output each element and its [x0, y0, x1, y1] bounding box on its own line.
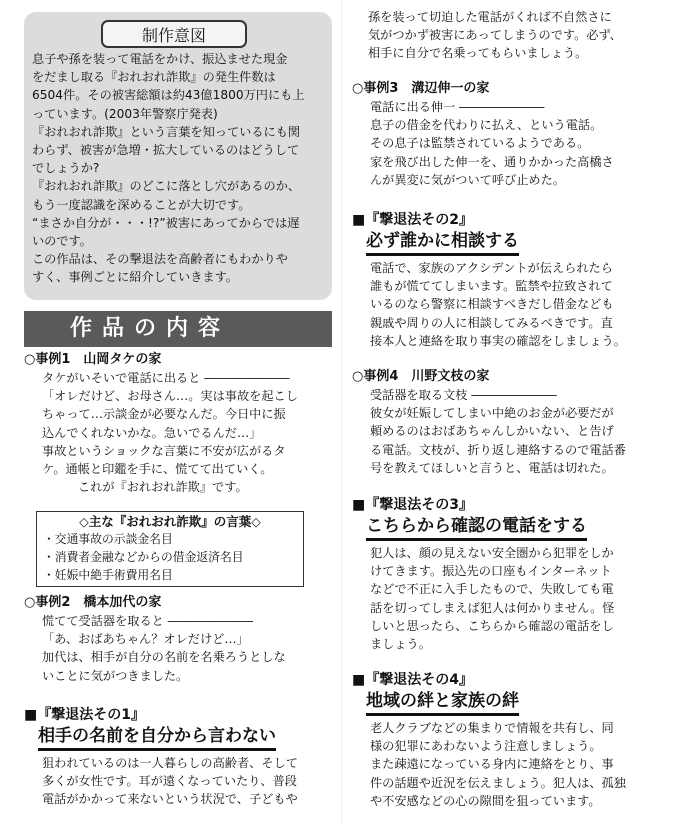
method1-line: 狙われているのは一人暮らしの高齢者、そして [42, 756, 298, 770]
method4-line: や不安感などの心の隙間を狙っています。 [370, 793, 601, 808]
intent-line: わらず、被害が急増・拡大しているのはどうして [32, 143, 300, 158]
case1-line: ケ。通帳と印鑑を手に、慌てて出ていく。 [42, 462, 273, 477]
intent-text [32, 50, 322, 287]
case1-line: 「オレだけど、お母さん…。実は事故を起こし [42, 389, 298, 404]
case3-text [352, 98, 678, 189]
intent-line: この作品は、その撃退法を高齢者にもわかりや [32, 252, 288, 267]
case2-heading: ○事例2 橋本加代の家 [24, 595, 162, 610]
scam-word-item: ・妊娠中絶手術費用名目 [43, 568, 173, 582]
case2-line: 「あ、おばあちゃん？オレだけど…」 [42, 632, 249, 647]
intent-line: 『おれおれ詐欺』という言葉を知っているにも関 [32, 124, 301, 139]
method2-line: 電話で、家族のアクシデントが伝えられたら [370, 261, 613, 275]
case3-line: 息子の借金を代わりに払え、という電話。 [370, 118, 603, 133]
case1-line: 込んでくれないかな。急いでるんだ…」 [42, 425, 262, 440]
case3-section [352, 80, 678, 189]
method3-line: 犯人は、顔の見えない安全圏から犯罪をしか [370, 546, 614, 560]
method4-subtitle: 地域の絆と家族の絆 [366, 690, 519, 716]
continued-line: 孫を装って切迫した電話がくれば不自然さに [368, 10, 612, 24]
method2-subtitle: 必ず誰かに相談する [366, 230, 519, 256]
scam-words-list [43, 530, 297, 584]
scam-words-title: ◇主な『おれおれ詐欺』の言葉◇ [79, 514, 261, 529]
method1-subtitle: 相手の名前を自分から言わない [38, 725, 276, 751]
right-top-section [368, 8, 678, 63]
method3-line: 話を切ってしまえば犯人は何かりません。怪 [370, 600, 615, 615]
case4-heading: ○事例4 川野文枝の家 [352, 369, 490, 384]
case3-line: 電話に出る伸一 ――――――― [370, 100, 545, 114]
method1-line: 電話がかかって来ないという状況で、子どもや [42, 792, 298, 807]
continued-line: 相手に自分で名乗ってもらいましょう。 [368, 46, 588, 61]
case1-line: 事故というショックな言葉に不安が広がるタ [42, 443, 286, 458]
intent-line: をだまし取る『おれおれ詐欺』の発生件数は [32, 70, 276, 85]
method4-section [352, 670, 678, 810]
method3-line: などで不正に入手したもので、失敗しても電 [370, 582, 614, 597]
method2-line: 接本人と連絡を取り事実の確認をしましょう。 [370, 333, 626, 348]
method4-line: また疎遠になっている身内に連絡をとり、事 [370, 757, 614, 772]
scam-word-item: ・消費者金融などからの借金返済名目 [43, 550, 244, 564]
method1-section [24, 705, 340, 809]
case2-line: 加代は、相手が自分の名前を名乗ろうとしな [42, 650, 286, 665]
method3-text [352, 544, 678, 653]
intent-line: 息子や孫を装って電話をかけ、振込ませた現金 [32, 52, 288, 66]
intent-line: もう一度認識を深めることが大切です。 [32, 197, 251, 212]
case4-line: 受話器を取る文枝 ――――――― [370, 388, 557, 402]
case3-heading: ○事例3 溝辺伸一の家 [352, 81, 490, 96]
method2-section [352, 210, 678, 350]
case2-section [24, 594, 340, 685]
continued-text [368, 8, 678, 63]
case1-heading: ○事例1 山岡タケの家 [24, 352, 162, 367]
case4-line: 彼女が妊娠してしまい中絶のお金が必要だが [370, 406, 614, 421]
method3-section [352, 495, 678, 653]
intent-line: でしょうか? [32, 161, 100, 176]
method4-line: 件の話題や近況を伝えましょう。犯人は、孤独 [370, 775, 626, 790]
case2-line: 慌てて受話器を取ると ――――――― [42, 614, 254, 628]
method3-heading: ■『撃退法その3』 [352, 497, 473, 513]
case1-section [24, 351, 340, 496]
method2-heading: ■『撃退法その2』 [352, 212, 473, 228]
case4-line: 号を教えてほしいと言うと、電話は切れた。 [370, 460, 614, 475]
intent-title: 制作意図 [101, 20, 247, 48]
method2-line: 親戚や周りの人に相談してみるべきです。直 [370, 315, 613, 330]
method4-line: 老人クラブなどの集まりで情報を共有し、同 [370, 721, 614, 735]
case1-line: これが『おれおれ詐欺』です。 [78, 480, 248, 495]
intent-box [24, 12, 332, 300]
case4-text [352, 386, 678, 477]
intent-line: “まさか自分が・・・!?”被害にあってからでは遅 [32, 215, 300, 230]
method4-line: 様の犯罪にあわないよう注意しましょう。 [370, 739, 602, 754]
case4-line: る電話。文枝が、折り返し連絡するので電話番 [370, 442, 626, 457]
method2-text [352, 259, 678, 350]
method3-line: しいと思ったら、こちらから確認の電話をし [370, 618, 614, 633]
contents-banner [24, 311, 332, 347]
intent-line: すく、事例ごとに紹介していきます。 [32, 270, 238, 285]
method1-line: 多くが女性です。耳が遠くなっていたり、普段 [42, 774, 297, 789]
column-divider [341, 0, 342, 824]
contents-banner-label: 作品の内容 [70, 316, 231, 341]
method3-line: ましょう。 [370, 637, 431, 652]
case3-line: その息子は監禁されているようである。 [370, 136, 590, 151]
case1-line: タケがいそいで電話に出ると ――――――― [42, 371, 290, 385]
case4-section [352, 368, 678, 477]
case3-line: んが異変に気がついて呼び止めた。 [370, 172, 565, 187]
method3-line: けてきます。振込先の口座もインターネット [370, 564, 612, 579]
case1-text [24, 369, 340, 496]
case1-line: ちゃって…示談金が必要なんだ。今日中に振 [42, 407, 286, 422]
continued-line: 気がつかず被害にあってしまうのです。必ず、 [368, 28, 622, 43]
method3-subtitle: こちらから確認の電話をする [366, 515, 587, 541]
method2-line: いるのなら警察に相談すべきだし借金なども [370, 297, 614, 312]
case3-line: 家を飛び出した伸一を、通りかかった高橋さ [370, 154, 614, 169]
case2-text [24, 612, 340, 685]
method1-text [24, 754, 340, 809]
scam-word-item: ・交通事故の示談金名目 [43, 532, 173, 546]
method1-heading: ■『撃退法その1』 [24, 707, 145, 723]
intent-line: 『おれおれ詐欺』のどこに落とし穴があるのか、 [32, 179, 301, 194]
intent-line: 6504件。その被害総額は約43億1800万円にも上 [32, 88, 305, 103]
case4-line: 頼めるのはおばあちゃんしかいない、と告げ [370, 424, 614, 439]
scam-words-box [36, 511, 304, 587]
intent-line: いのです。 [32, 234, 92, 249]
case2-line: いことに気がつきました。 [42, 668, 189, 683]
method4-text [352, 719, 678, 810]
method2-line: 誰もが慌ててしまいます。監禁や拉致されて [370, 279, 613, 294]
method4-heading: ■『撃退法その4』 [352, 672, 473, 688]
intent-line: っています。(2003年警察庁発表) [32, 106, 218, 121]
